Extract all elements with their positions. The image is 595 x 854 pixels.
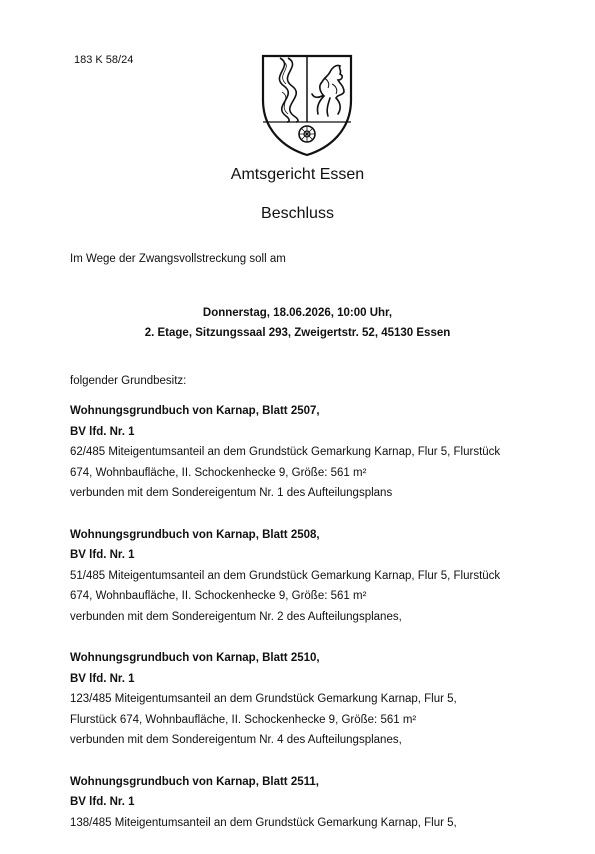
entry-line: verbunden mit dem Sondereigentum Nr. 4 des Aufteilungsplanes, [70, 734, 402, 746]
nrw-coat-of-arms-icon [258, 48, 356, 158]
property-entry [70, 648, 540, 751]
entry-line: verbunden mit dem Sondereigentum Nr. 1 des Aufteilungsplans [70, 487, 393, 499]
intro-text: Im Wege der Zwangsvollstreckung soll am [70, 253, 286, 265]
entry-lfd-number: BV lfd. Nr. 1 [70, 425, 135, 438]
appointment-location: 2. Etage, Sitzungssaal 293, Zweigertstr. 52, 45130 Essen [144, 327, 451, 339]
entry-lfd-number: BV lfd. Nr. 1 [70, 796, 135, 808]
property-entry [70, 525, 540, 628]
property-entry [70, 772, 540, 834]
entry-line: Flurstück 674, Wohnbaufläche, II. Schockenhecke 9, Größe: 561 m² [70, 713, 417, 726]
property-list [70, 401, 540, 854]
entry-line: verbunden mit dem Sondereigentum Nr. 2 des Aufteilungsplanes, [70, 610, 402, 623]
court-name: Amtsgericht Essen [230, 166, 365, 183]
entry-title: Wohnungsgrundbuch von Karnap, Blatt 2511, [70, 775, 319, 788]
entry-line: 123/485 Miteigentumsanteil an dem Grundstück Gemarkung Karnap, Flur 5, [70, 693, 457, 705]
property-entry [70, 401, 540, 504]
entry-title: Wohnungsgrundbuch von Karnap, Blatt 2508, [70, 528, 320, 541]
entry-title: Wohnungsgrundbuch von Karnap, Blatt 2507, [70, 405, 320, 417]
entry-line: 674, Wohnbaufläche, II. Schockenhecke 9, Größe: 561 m² [70, 590, 367, 602]
case-number: 183 K 58/24 [74, 54, 134, 66]
entry-lfd-number: BV lfd. Nr. 1 [70, 672, 135, 685]
entry-line: 674, Wohnbaufläche, II. Schockenhecke 9, Größe: 561 m² [70, 466, 367, 479]
entry-title: Wohnungsgrundbuch von Karnap, Blatt 2510, [70, 652, 320, 664]
entry-line: 62/485 Miteigentumsanteil an dem Grundstück Gemarkung Karnap, Flur 5, Flurstück [70, 446, 501, 458]
entry-lfd-number: BV lfd. Nr. 1 [70, 549, 135, 561]
entry-line: 138/485 Miteigentumsanteil an dem Grundstück Gemarkung Karnap, Flur 5, [70, 816, 457, 829]
entry-line: 51/485 Miteigentumsanteil an dem Grundstück Gemarkung Karnap, Flur 5, Flurstück [70, 569, 501, 582]
document-title: Beschluss [261, 205, 334, 222]
appointment-block [0, 303, 595, 343]
property-label: folgender Grundbesitz: [70, 375, 187, 387]
appointment-date: Donnerstag, 18.06.2026, 10:00 Uhr, [202, 307, 393, 319]
